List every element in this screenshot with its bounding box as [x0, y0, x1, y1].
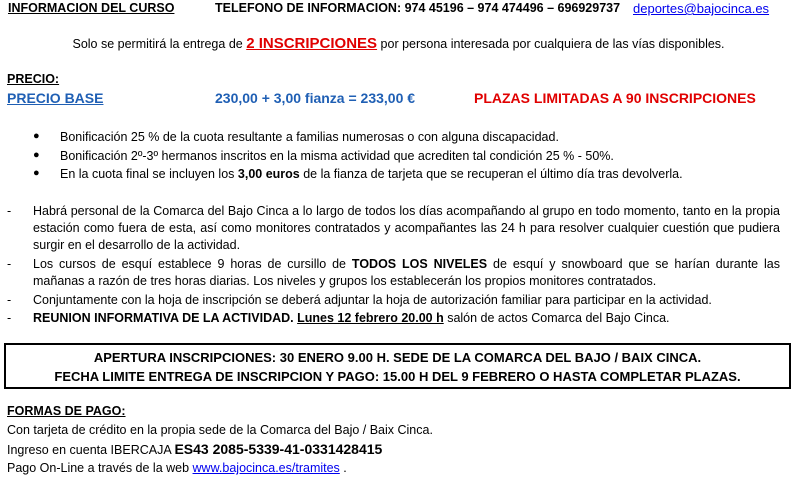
- dash-text: [33, 310, 780, 327]
- dash-marker: -: [7, 311, 12, 325]
- payment-heading: FORMAS DE PAGO:: [7, 404, 126, 418]
- tramites-link[interactable]: www.bajocinca.es/tramites: [192, 461, 340, 475]
- payment-transfer: [7, 441, 382, 457]
- bullet-text-part: En la cuota final se incluyen los: [60, 167, 238, 181]
- rule-highlight: 2 INSCRIPCIONES: [246, 35, 378, 52]
- dash-text: [33, 256, 780, 290]
- payment-online-end: .: [339, 461, 347, 475]
- dash-marker: -: [7, 257, 12, 271]
- payment-card: Con tarjeta de crédito en la propia sede de la Comarca del Bajo / Baix Cinca.: [7, 423, 433, 437]
- dash-marker: -: [7, 204, 12, 218]
- base-price-value: 230,00 + 3,00 fianza = 233,00 €: [215, 90, 416, 106]
- bullet-text: [60, 167, 683, 181]
- rule-text-before: Solo se permitirá la entrega de: [72, 37, 247, 51]
- dash-text-part: de esquí y snowboard que se harían durante las mañanas a razón de tres horas diarias. Los niveles y grupos los establecerán los propios monitores contratados.: [33, 257, 780, 288]
- dash-item: [7, 203, 780, 254]
- base-price-label: PRECIO BASE: [7, 90, 104, 106]
- dash-item: [7, 310, 780, 327]
- bullet-icon: ●: [33, 130, 40, 142]
- meeting-title: REUNION INFORMATIVA DE LA ACTIVIDAD.: [33, 311, 294, 325]
- phone-info: TELEFONO DE INFORMACION: 974 45196 – 974 474496 – 696929737: [215, 1, 621, 15]
- deposit-amount: 3,00 euros: [237, 167, 300, 181]
- limited-places-notice: PLAZAS LIMITADAS A 90 INSCRIPCIONES: [474, 90, 756, 106]
- header: [8, 1, 770, 16]
- registration-opening: APERTURA INSCRIPCIONES: 30 ENERO 9.00 H. SEDE DE LA COMARCA DEL BAJO / BAIX CINCA.: [93, 350, 702, 365]
- price-heading: PRECIO:: [7, 72, 60, 86]
- payment-online: [7, 461, 347, 475]
- bullet-text-part: de la fianza de tarjeta que se recuperan el último día tras devolverla.: [299, 167, 683, 181]
- bank-account: ES43 2085-5339-41-0331428415: [174, 441, 383, 457]
- course-info-title: INFORMACION DEL CURSO: [8, 1, 175, 15]
- dash-marker: -: [7, 293, 12, 307]
- payment-transfer-label: Ingreso en cuenta IBERCAJA: [7, 443, 175, 457]
- rule-text-after: por persona interesada por cualquiera de las vías disponibles.: [377, 37, 725, 51]
- bullet-icon: ●: [33, 149, 40, 161]
- registration-deadline: FECHA LIMITE ENTREGA DE INSCRIPCION Y PAGO: 15.00 H DEL 9 FEBRERO O HASTA COMPLETAR PLAZAS.: [54, 369, 741, 384]
- registration-dates-box: [4, 343, 791, 389]
- payment-online-label: Pago On-Line a través de la web: [7, 461, 193, 475]
- dash-item: [7, 256, 780, 290]
- bullet-text: Bonificación 25 % de la cuota resultante a familias numerosas o con alguna discapacidad.: [60, 130, 559, 144]
- meeting-date: Lunes 12 febrero 20.00 h: [297, 311, 444, 325]
- registration-rule: [0, 35, 797, 52]
- dash-text-part: salón de actos Comarca del Bajo Cinca.: [443, 311, 670, 325]
- email-link[interactable]: deportes@bajocinca.es: [633, 1, 770, 16]
- dash-item: [7, 292, 780, 309]
- bullet-text: Bonificación 2º-3º hermanos inscritos en la misma actividad que acrediten tal condición 25 % - 50%.: [60, 149, 614, 163]
- bullet-icon: ●: [33, 167, 40, 179]
- dash-text: Conjuntamente con la hoja de inscripción se deberá adjuntar la hoja de autorización familiar para participar en la actividad.: [33, 293, 712, 307]
- dash-text: Habrá personal de la Comarca del Bajo Cinca a lo largo de todos los días acompañando al grupo en todo momento, tanto en la propia estación como fuera de esta, así como monitores contratados y acompañantes las 24 h para resolver cualquier cuestión que pudiera surgir en el desarrollo de la actividad.: [33, 204, 780, 252]
- all-levels: TODOS LOS NIVELES: [351, 257, 488, 271]
- dash-text-part: Los cursos de esquí establece 9 horas de cursillo de: [33, 257, 352, 271]
